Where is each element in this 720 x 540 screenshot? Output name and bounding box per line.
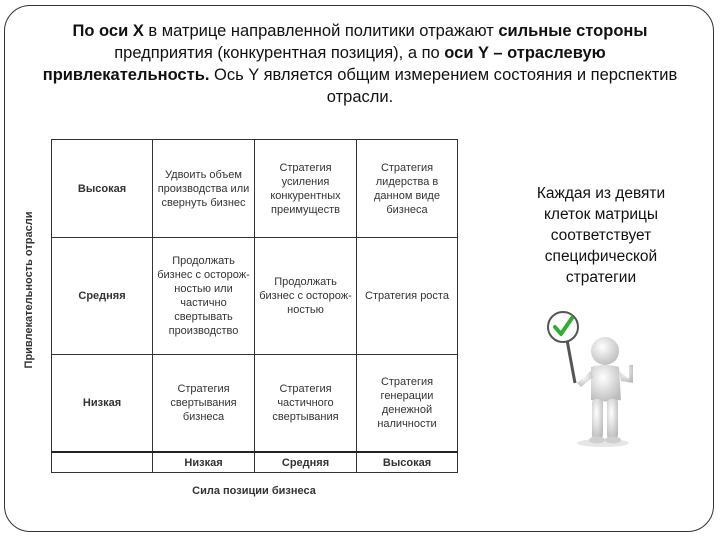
strategy-matrix (51, 139, 458, 473)
matrix-row-low (52, 355, 458, 453)
intro-bold-2: сильные стороны (498, 22, 648, 40)
row-label: Высокая (52, 140, 153, 238)
y-axis-label (19, 190, 39, 390)
matrix-cell: Стратегия свертывания бизнеса (153, 355, 255, 453)
matrix-cell: Стратегия усиления конкурентных преимуществ (255, 140, 357, 238)
matrix-row-high (52, 140, 458, 238)
intro-paragraph (30, 20, 690, 108)
corner-cell (52, 452, 153, 473)
intro-text-2: предприятия (конкурентная позиция), а по (114, 44, 445, 62)
column-label: Низкая (153, 452, 255, 473)
matrix-row-medium (52, 238, 458, 355)
matrix-cell: Стратегия лидерства в данном виде бизнеса (357, 140, 458, 238)
person-with-checkmark-sign-icon (545, 305, 645, 450)
matrix-cell: Продолжать бизнес с осторож- ностью или частично свертывать производство (153, 238, 255, 355)
intro-text-3: Ось Y является общим измерением состояния и перспектив отрасли. (209, 66, 678, 106)
matrix-cell: Стратегия частичного свертывания (255, 355, 357, 453)
side-note: Каждая из девяти клеток матрицы соответствует специфической стратегии (536, 185, 666, 286)
intro-bold-1: По оси X (72, 22, 144, 40)
column-label: Высокая (357, 452, 458, 473)
matrix-cell: Удвоить объем производства или свернуть бизнес (153, 140, 255, 238)
matrix-cell: Продолжать бизнес с осторож- ностью (255, 238, 357, 355)
matrix-cell: Стратегия роста (357, 238, 458, 355)
intro-text-1: в матрице направленной политики отражают (143, 22, 499, 40)
column-label: Средняя (255, 452, 357, 473)
x-axis-label: Сила позиции бизнеса (192, 485, 316, 497)
intro-bold-3: оси Y – отраслевую привлекательность. (42, 44, 606, 84)
matrix-column-headers (52, 452, 458, 473)
row-label: Низкая (52, 355, 153, 453)
matrix-cell: Стратегия генерации денежной наличности (357, 355, 458, 453)
row-label: Средняя (52, 238, 153, 355)
y-axis-label-text: Привлекательность отрасли (23, 211, 35, 369)
